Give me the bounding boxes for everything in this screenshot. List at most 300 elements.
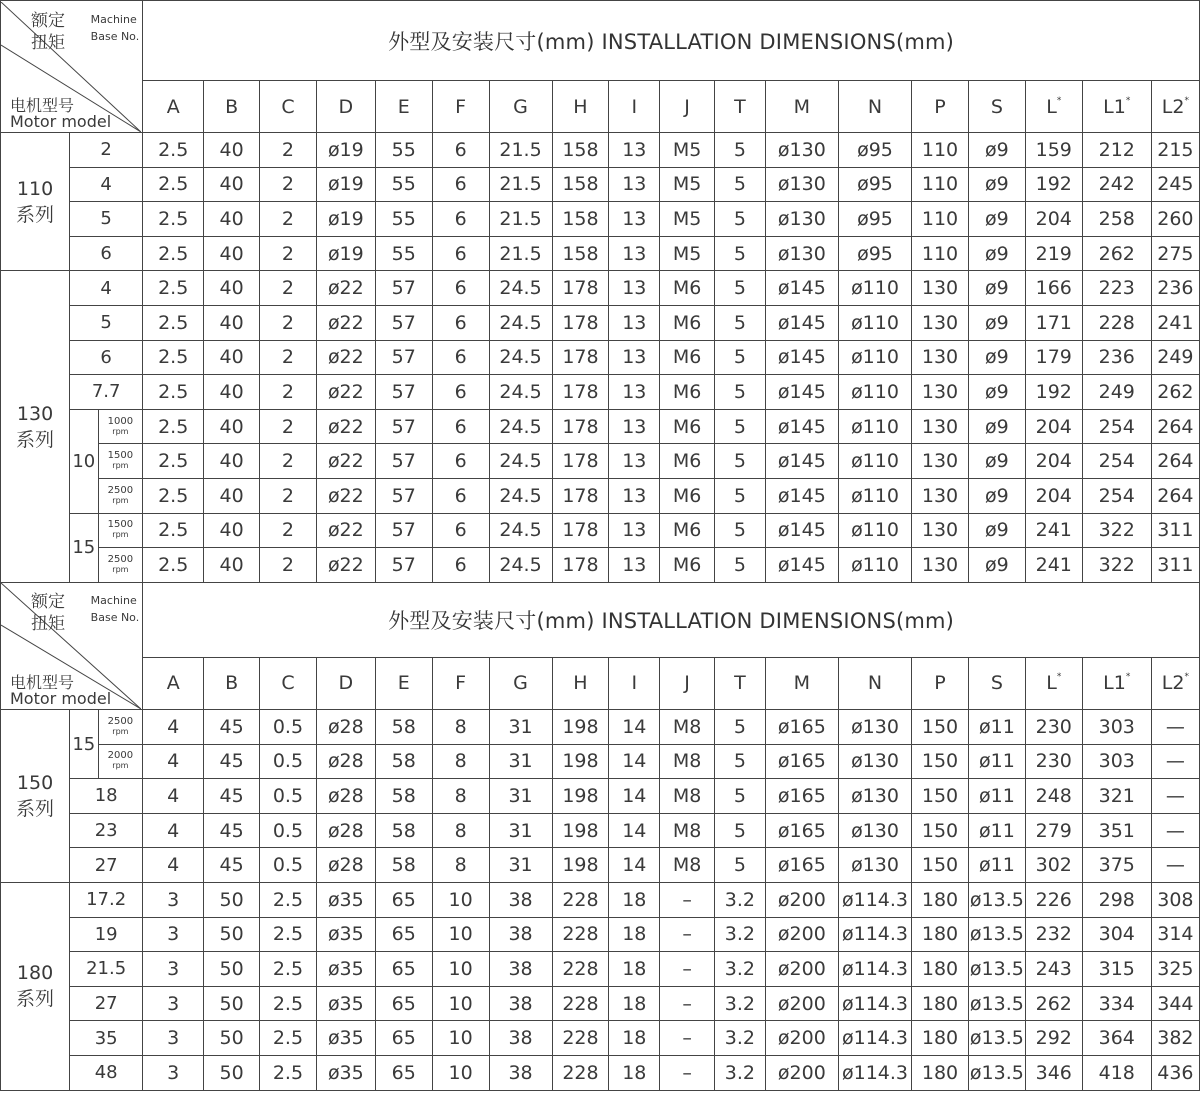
cell-p: 150 (912, 710, 969, 745)
cell-i: 13 (609, 305, 660, 340)
cell-l: 166 (1025, 271, 1082, 306)
cell-s: ø11 (968, 848, 1025, 883)
rpm-value: 1000 (107, 415, 134, 427)
cell-c: 2 (260, 202, 317, 237)
cell-j: M6 (660, 513, 715, 548)
rpm-cell (98, 513, 143, 548)
cell-p: 110 (912, 236, 969, 271)
cell-s: ø13.5 (968, 986, 1025, 1021)
cell-j: M6 (660, 444, 715, 479)
cell-a: 4 (143, 779, 204, 814)
cell-l: 204 (1025, 202, 1082, 237)
cell-n: ø130 (838, 779, 911, 814)
column-header-n: N (838, 657, 911, 709)
cell-m: ø130 (765, 236, 838, 271)
cell-s: ø9 (968, 271, 1025, 306)
cell-p: 180 (912, 952, 969, 987)
corner-base-label (91, 11, 140, 45)
column-header-l2: L2* (1151, 657, 1199, 709)
cell-i: 14 (609, 744, 660, 779)
cell-c: 2 (260, 478, 317, 513)
cell-n: ø114.3 (838, 882, 911, 917)
cell-s: ø13.5 (968, 1055, 1025, 1090)
cell-h: 158 (552, 202, 609, 237)
header-columns-row (1, 81, 1200, 133)
motor-model-cell: 27 (70, 986, 143, 1021)
cell-b: 45 (204, 779, 260, 814)
cell-f: 8 (432, 744, 489, 779)
cell-h: 198 (552, 813, 609, 848)
cell-s: ø9 (968, 340, 1025, 375)
cell-l: 292 (1025, 1021, 1082, 1056)
cell-l2: 264 (1151, 478, 1199, 513)
cell-h: 228 (552, 1021, 609, 1056)
column-header-e: E (375, 657, 432, 709)
series-label-line: 150 (16, 771, 54, 794)
cell-b: 40 (204, 133, 260, 168)
cell-f: 6 (432, 236, 489, 271)
cell-m: ø145 (765, 444, 838, 479)
corner-motor-line: 电机型号 (10, 95, 75, 115)
cell-l: 179 (1025, 340, 1082, 375)
table-row (1, 133, 1200, 168)
cell-c: 0.5 (260, 710, 317, 745)
cell-j: M8 (660, 813, 715, 848)
corner-motor-line: 电机型号 (10, 673, 75, 692)
cell-l2: 264 (1151, 444, 1199, 479)
series-label-line: 系列 (16, 203, 55, 226)
cell-t: 3.2 (715, 882, 766, 917)
corner-torque-line: 扭矩 (31, 614, 65, 634)
cell-g: 24.5 (489, 478, 552, 513)
cell-a: 2.5 (143, 548, 204, 583)
cell-n: ø114.3 (838, 917, 911, 952)
cell-f: 6 (432, 271, 489, 306)
header-title-row (1, 583, 1200, 658)
cell-h: 228 (552, 917, 609, 952)
table-row (1, 548, 1200, 583)
cell-h: 228 (552, 952, 609, 987)
cell-e: 57 (375, 305, 432, 340)
cell-t: 5 (715, 779, 766, 814)
cell-i: 13 (609, 409, 660, 444)
cell-l: 262 (1025, 986, 1082, 1021)
cell-l: 241 (1025, 513, 1082, 548)
cell-d: ø22 (316, 478, 375, 513)
series-180 (1, 882, 70, 1090)
corner-motor-line: Motor model (10, 689, 112, 708)
cell-d: ø35 (316, 882, 375, 917)
series-label-line: 110 (16, 177, 54, 200)
cell-i: 14 (609, 848, 660, 883)
cell-s: ø9 (968, 133, 1025, 168)
dimensions-table-150-180 (0, 582, 1200, 1091)
cell-d: ø22 (316, 271, 375, 306)
cell-f: 6 (432, 305, 489, 340)
cell-l2: 236 (1151, 271, 1199, 306)
table-row (1, 305, 1200, 340)
cell-d: ø35 (316, 917, 375, 952)
rpm-value: 2000 (107, 750, 134, 762)
cell-l1: 298 (1082, 882, 1151, 917)
cell-a: 2.5 (143, 444, 204, 479)
column-header-t: T (715, 657, 766, 709)
cell-a: 3 (143, 952, 204, 987)
cell-l2: 311 (1151, 548, 1199, 583)
cell-b: 50 (204, 952, 260, 987)
rpm-unit: rpm (112, 564, 129, 574)
cell-c: 0.5 (260, 813, 317, 848)
cell-j: M6 (660, 478, 715, 513)
cell-b: 40 (204, 202, 260, 237)
corner-torque-line: 额定 (31, 10, 65, 31)
cell-g: 31 (489, 744, 552, 779)
cell-a: 3 (143, 986, 204, 1021)
cell-h: 158 (552, 236, 609, 271)
cell-a: 2.5 (143, 305, 204, 340)
cell-p: 130 (912, 375, 969, 410)
column-header-m: M (765, 657, 838, 709)
cell-i: 14 (609, 710, 660, 745)
cell-n: ø95 (838, 202, 911, 237)
cell-h: 228 (552, 1055, 609, 1090)
cell-s: ø13.5 (968, 882, 1025, 917)
corner-torque-label (31, 10, 65, 54)
cell-h: 178 (552, 305, 609, 340)
column-header-mark: * (1125, 95, 1131, 106)
cell-m: ø200 (765, 1021, 838, 1056)
cell-m: ø130 (765, 167, 838, 202)
cell-c: 2 (260, 375, 317, 410)
cell-s: ø9 (968, 548, 1025, 583)
cell-c: 2.5 (260, 882, 317, 917)
cell-d: ø22 (316, 548, 375, 583)
cell-l2: 436 (1151, 1055, 1199, 1090)
cell-c: 0.5 (260, 848, 317, 883)
cell-n: ø110 (838, 271, 911, 306)
cell-l1: 254 (1082, 478, 1151, 513)
column-header-l: L* (1025, 657, 1082, 709)
cell-a: 4 (143, 710, 204, 745)
cell-j: – (660, 1021, 715, 1056)
cell-l1: 254 (1082, 444, 1151, 479)
motor-model-cell: 18 (70, 779, 143, 814)
cell-i: 18 (609, 1021, 660, 1056)
motor-model-cell: 35 (70, 1021, 143, 1056)
cell-i: 18 (609, 917, 660, 952)
column-header-m: M (765, 81, 838, 133)
cell-m: ø145 (765, 478, 838, 513)
cell-t: 5 (715, 513, 766, 548)
motor-model-cell: 27 (70, 848, 143, 883)
cell-t: 5 (715, 444, 766, 479)
cell-l: 230 (1025, 744, 1082, 779)
cell-s: ø9 (968, 513, 1025, 548)
table-row (1, 1021, 1200, 1056)
cell-e: 57 (375, 548, 432, 583)
cell-a: 2.5 (143, 236, 204, 271)
cell-j: M5 (660, 236, 715, 271)
cell-m: ø165 (765, 744, 838, 779)
cell-a: 2.5 (143, 513, 204, 548)
column-header-mark: * (1184, 672, 1189, 683)
cell-d: ø19 (316, 202, 375, 237)
cell-d: ø22 (316, 375, 375, 410)
cell-t: 5 (715, 710, 766, 745)
cell-g: 24.5 (489, 409, 552, 444)
cell-g: 31 (489, 848, 552, 883)
cell-p: 180 (912, 986, 969, 1021)
cell-c: 2.5 (260, 917, 317, 952)
cell-e: 65 (375, 882, 432, 917)
cell-m: ø145 (765, 340, 838, 375)
series-label-line: 系列 (16, 797, 55, 820)
cell-h: 198 (552, 779, 609, 814)
cell-l2: 308 (1151, 882, 1199, 917)
cell-c: 2 (260, 305, 317, 340)
cell-g: 38 (489, 986, 552, 1021)
cell-m: ø165 (765, 813, 838, 848)
cell-e: 65 (375, 986, 432, 1021)
cell-g: 21.5 (489, 167, 552, 202)
cell-t: 5 (715, 409, 766, 444)
rpm-unit: rpm (112, 726, 129, 736)
cell-a: 3 (143, 1055, 204, 1090)
cell-a: 2.5 (143, 478, 204, 513)
cell-d: ø35 (316, 1055, 375, 1090)
column-header-p: P (912, 81, 969, 133)
cell-h: 178 (552, 409, 609, 444)
cell-e: 58 (375, 710, 432, 745)
cell-f: 10 (432, 1021, 489, 1056)
cell-h: 178 (552, 271, 609, 306)
cell-d: ø35 (316, 1021, 375, 1056)
cell-i: 13 (609, 548, 660, 583)
cell-m: ø200 (765, 952, 838, 987)
table-row (1, 340, 1200, 375)
column-header-d: D (316, 81, 375, 133)
cell-n: ø110 (838, 409, 911, 444)
cell-s: ø9 (968, 202, 1025, 237)
column-header-mark: * (1056, 95, 1062, 106)
cell-b: 40 (204, 444, 260, 479)
cell-l1: 303 (1082, 744, 1151, 779)
cell-t: 5 (715, 478, 766, 513)
cell-e: 57 (375, 271, 432, 306)
cell-n: ø110 (838, 340, 911, 375)
cell-p: 130 (912, 305, 969, 340)
table-row (1, 1055, 1200, 1090)
column-header-g: G (489, 81, 552, 133)
cell-t: 5 (715, 271, 766, 306)
cell-s: ø9 (968, 236, 1025, 271)
cell-l: 248 (1025, 779, 1082, 814)
cell-i: 18 (609, 1055, 660, 1090)
cell-g: 38 (489, 1055, 552, 1090)
cell-a: 3 (143, 882, 204, 917)
cell-h: 158 (552, 167, 609, 202)
cell-l: 232 (1025, 917, 1082, 952)
cell-f: 6 (432, 340, 489, 375)
cell-l2: 275 (1151, 236, 1199, 271)
cell-b: 40 (204, 305, 260, 340)
cell-l: 243 (1025, 952, 1082, 987)
rpm-cell (98, 548, 143, 583)
table-row (1, 882, 1200, 917)
cell-j: – (660, 917, 715, 952)
header-corner (1, 583, 143, 710)
cell-i: 13 (609, 133, 660, 168)
cell-e: 65 (375, 917, 432, 952)
cell-t: 5 (715, 202, 766, 237)
cell-s: ø13.5 (968, 952, 1025, 987)
cell-e: 65 (375, 1055, 432, 1090)
header-columns-row (1, 657, 1200, 709)
cell-t: 3.2 (715, 917, 766, 952)
rpm-unit: rpm (112, 530, 129, 540)
cell-l2: 382 (1151, 1021, 1199, 1056)
cell-j: – (660, 1055, 715, 1090)
cell-t: 5 (715, 744, 766, 779)
cell-c: 2 (260, 133, 317, 168)
cell-j: M5 (660, 167, 715, 202)
cell-p: 180 (912, 882, 969, 917)
cell-i: 18 (609, 952, 660, 987)
corner-motor-line: Motor model (10, 111, 112, 131)
cell-h: 198 (552, 848, 609, 883)
cell-e: 55 (375, 167, 432, 202)
cell-a: 2.5 (143, 202, 204, 237)
cell-j: M6 (660, 340, 715, 375)
cell-l1: 228 (1082, 305, 1151, 340)
cell-l: 192 (1025, 167, 1082, 202)
cell-t: 5 (715, 548, 766, 583)
cell-b: 40 (204, 236, 260, 271)
cell-e: 65 (375, 1021, 432, 1056)
cell-l1: 236 (1082, 340, 1151, 375)
column-header-f: F (432, 81, 489, 133)
cell-d: ø28 (316, 710, 375, 745)
cell-d: ø19 (316, 133, 375, 168)
cell-a: 3 (143, 917, 204, 952)
motor-model-cell: 5 (70, 305, 143, 340)
cell-n: ø114.3 (838, 1021, 911, 1056)
cell-n: ø130 (838, 813, 911, 848)
cell-p: 130 (912, 478, 969, 513)
cell-l1: 249 (1082, 375, 1151, 410)
cell-m: ø200 (765, 882, 838, 917)
cell-a: 2.5 (143, 340, 204, 375)
cell-l2: — (1151, 813, 1199, 848)
cell-i: 13 (609, 513, 660, 548)
table-row (1, 813, 1200, 848)
column-header-b: B (204, 81, 260, 133)
cell-l2: — (1151, 710, 1199, 745)
rpm-unit: rpm (112, 495, 129, 505)
table-row (1, 271, 1200, 306)
cell-b: 40 (204, 340, 260, 375)
cell-n: ø110 (838, 305, 911, 340)
series-label-line: 130 (16, 402, 54, 425)
cell-c: 2.5 (260, 1055, 317, 1090)
cell-i: 13 (609, 340, 660, 375)
cell-p: 180 (912, 917, 969, 952)
cell-l2: — (1151, 779, 1199, 814)
cell-d: ø22 (316, 409, 375, 444)
column-header-s: S (968, 657, 1025, 709)
cell-l1: 242 (1082, 167, 1151, 202)
cell-p: 110 (912, 202, 969, 237)
cell-m: ø145 (765, 305, 838, 340)
cell-m: ø145 (765, 513, 838, 548)
cell-l: 204 (1025, 409, 1082, 444)
cell-n: ø110 (838, 478, 911, 513)
cell-d: ø19 (316, 236, 375, 271)
cell-f: 10 (432, 1055, 489, 1090)
cell-g: 21.5 (489, 133, 552, 168)
cell-p: 180 (912, 1021, 969, 1056)
corner-torque-line: 扭矩 (31, 32, 65, 53)
column-header-c: C (260, 657, 317, 709)
column-header-h: H (552, 657, 609, 709)
sub-torque-15: 15 (70, 710, 98, 779)
rpm-unit: rpm (112, 426, 129, 436)
cell-b: 40 (204, 375, 260, 410)
cell-s: ø9 (968, 409, 1025, 444)
cell-c: 2.5 (260, 1021, 317, 1056)
column-header-j: J (660, 81, 715, 133)
cell-p: 110 (912, 167, 969, 202)
cell-l: 302 (1025, 848, 1082, 883)
cell-f: 6 (432, 167, 489, 202)
table-row (1, 202, 1200, 237)
cell-d: ø22 (316, 305, 375, 340)
series-130 (1, 271, 70, 582)
cell-b: 40 (204, 548, 260, 583)
corner-base-line: Machine (90, 12, 137, 26)
cell-d: ø35 (316, 952, 375, 987)
cell-e: 57 (375, 478, 432, 513)
cell-n: ø110 (838, 375, 911, 410)
cell-g: 24.5 (489, 444, 552, 479)
cell-g: 31 (489, 779, 552, 814)
cell-p: 130 (912, 409, 969, 444)
cell-g: 38 (489, 917, 552, 952)
table-row (1, 952, 1200, 987)
cell-p: 150 (912, 744, 969, 779)
cell-b: 50 (204, 1055, 260, 1090)
cell-b: 45 (204, 813, 260, 848)
cell-a: 2.5 (143, 409, 204, 444)
cell-l1: 351 (1082, 813, 1151, 848)
cell-g: 24.5 (489, 548, 552, 583)
cell-l: 219 (1025, 236, 1082, 271)
cell-l2: 215 (1151, 133, 1199, 168)
cell-h: 158 (552, 133, 609, 168)
cell-n: ø110 (838, 513, 911, 548)
table-row (1, 513, 1200, 548)
cell-j: M6 (660, 409, 715, 444)
cell-h: 178 (552, 513, 609, 548)
cell-f: 6 (432, 375, 489, 410)
cell-l2: 260 (1151, 202, 1199, 237)
column-header-b: B (204, 657, 260, 709)
cell-b: 50 (204, 986, 260, 1021)
cell-l2: — (1151, 744, 1199, 779)
cell-f: 6 (432, 409, 489, 444)
cell-c: 2 (260, 271, 317, 306)
motor-model-cell: 2 (70, 133, 143, 168)
